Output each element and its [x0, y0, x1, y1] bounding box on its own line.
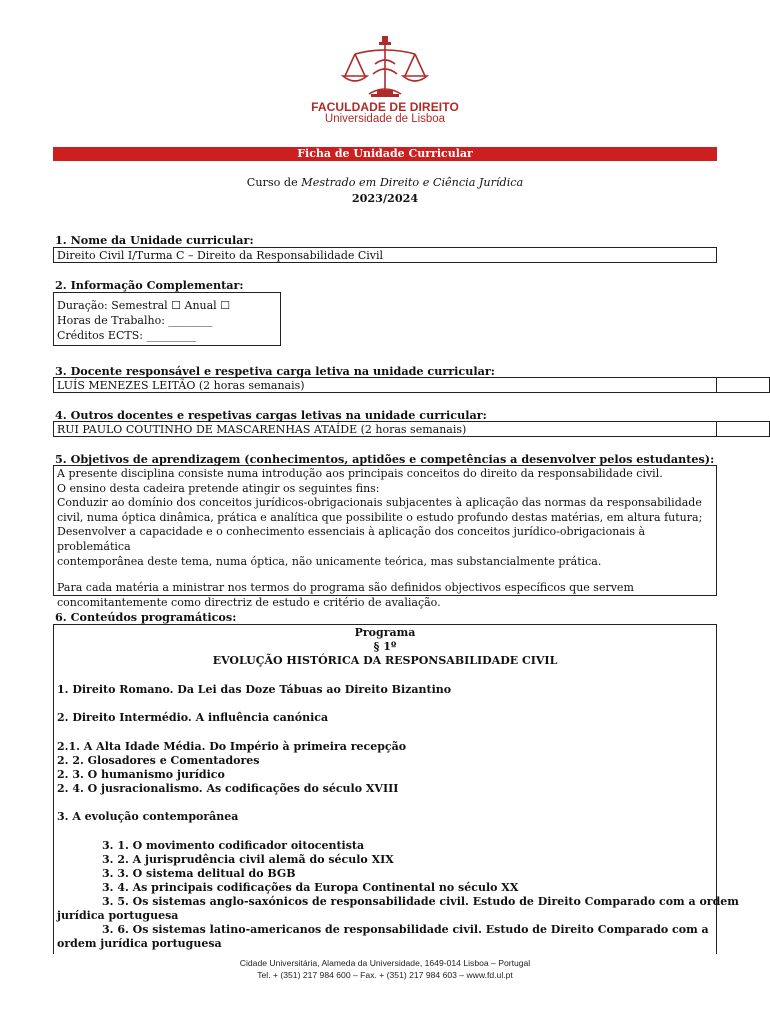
table-cell-overflow [716, 377, 770, 393]
program-paragraph: § 1º [373, 640, 397, 653]
program-item: 2. 4. O jusracionalismo. As codificações do século XVIII [57, 782, 399, 795]
program-subitem-cont: jurídica portuguesa [57, 909, 179, 922]
section2-heading: 2. Informação Complementar: [55, 278, 244, 292]
footer-address: Cidade Universitária, Alameda da Universidade, 1649-014 Lisboa – Portugal [239, 958, 531, 968]
section2-box [53, 292, 281, 346]
section1-box [53, 247, 717, 263]
section4-box [53, 421, 717, 437]
program-box [53, 624, 739, 954]
section4-heading: 4. Outros docentes e respetivas cargas letivas na unidade curricular: [55, 408, 487, 422]
objectives-line: civil, numa óptica dinâmica, prática e analítica que possibilite o estudo profundo destas matérias, em altura futura; [57, 510, 703, 524]
program-item: 3. A evolução contemporânea [57, 810, 239, 823]
program-subitem: 3. 5. Os sistemas anglo-saxónicos de responsabilidade civil. Estudo de Direito Comparado com a ordem [102, 895, 739, 908]
work-hours-line: Horas de Trabalho: ________ [57, 314, 213, 327]
objectives-line: concomitantemente como directriz de estudo e critério de avaliação. [57, 595, 441, 609]
table-cell-overflow [716, 421, 770, 437]
faculty-logo-icon [333, 34, 437, 100]
program-subitem: 3. 1. O movimento codificador oitocentista [102, 839, 365, 852]
section6-heading: 6. Conteúdos programáticos: [55, 610, 237, 624]
course-unit-name: Direito Civil I/Turma C – Direito da Responsabilidade Civil [57, 249, 384, 262]
section5-heading: 5. Objetivos de aprendizagem (conhecimentos, aptidões e competências a desenvolver pelos estudantes): [55, 452, 715, 466]
faculty-name: FACULDADE DE DIREITO [311, 100, 459, 114]
other-teachers: RUI PAULO COUTINHO DE MASCARENHAS ATAÍDE (2 horas semanais) [57, 423, 467, 436]
program-item: 2. 3. O humanismo jurídico [57, 768, 225, 781]
program-subitem: 3. 2. A jurisprudência civil alemã do século XIX [102, 853, 394, 866]
objectives-line: A presente disciplina consiste numa introdução aos principais conceitos do direito da responsabilidade civil. [57, 467, 663, 480]
document-title-bar: Ficha de Unidade Curricular [53, 147, 717, 161]
academic-year: 2023/2024 [351, 191, 419, 205]
section3-heading: 3. Docente responsável e respetiva carga letiva na unidade curricular: [55, 364, 495, 378]
program-subtitle: EVOLUÇÃO HISTÓRICA DA RESPONSABILIDADE CIVIL [212, 654, 558, 667]
section5-box [53, 465, 717, 609]
objectives-line: Para cada matéria a ministrar nos termos do programa são definidos objectivos específicos que servem [57, 581, 634, 595]
footer-contacts: Tel. + (351) 217 984 600 – Fax. + (351) 217 984 603 – www.fd.ul.pt [257, 970, 513, 980]
program-title: Programa [354, 626, 416, 639]
program-item: 2. 2. Glosadores e Comentadores [57, 754, 260, 767]
objectives-line: Desenvolver a capacidade e o conhecimento essenciais à aplicação dos conceitos jurídico-obrigacionais à problemática [57, 525, 646, 553]
program-item: 1. Direito Romano. Da Lei das Doze Tábuas ao Direito Bizantino [57, 683, 452, 696]
objectives-line: contemporânea deste tema, numa óptica, não unicamente teórica, mas substancialmente prática. [57, 554, 602, 568]
university-name: Universidade de Lisboa [324, 113, 446, 125]
objectives-line: Conduzir ao domínio dos conceitos jurídicos-obrigacionais subjacentes à aplicação das normas da responsabilidade [57, 496, 702, 510]
program-subitem-cont: ordem jurídica portuguesa [57, 937, 222, 950]
section1-heading: 1. Nome da Unidade curricular: [55, 233, 254, 247]
course-name: Mestrado em Direito e Ciência Jurídica [301, 176, 524, 189]
duration-line: Duração: Semestral ☐ Anual ☐ [57, 299, 231, 312]
course-line [53, 176, 717, 189]
course-prefix: Curso de [246, 176, 302, 189]
program-subitem: 3. 6. Os sistemas latino-americanos de responsabilidade civil. Estudo de Direito Comparado com a [102, 923, 709, 936]
responsible-teacher: LUÍS MENEZES LEITÃO (2 horas semanais) [57, 379, 305, 392]
objectives-line: O ensino desta cadeira pretende atingir os seguintes fins: [57, 481, 380, 495]
section3-box [53, 377, 717, 393]
program-item: 2.1. A Alta Idade Média. Do Império à primeira recepção [57, 740, 407, 753]
program-subitem: 3. 4. As principais codificações da Europa Continental no século XX [102, 881, 519, 894]
ects-line: Créditos ECTS: _________ [57, 329, 196, 342]
program-item: 2. Direito Intermédio. A influência canónica [57, 711, 329, 724]
program-subitem: 3. 3. O sistema delitual do BGB [102, 867, 296, 880]
objectives-spacer [54, 569, 716, 581]
